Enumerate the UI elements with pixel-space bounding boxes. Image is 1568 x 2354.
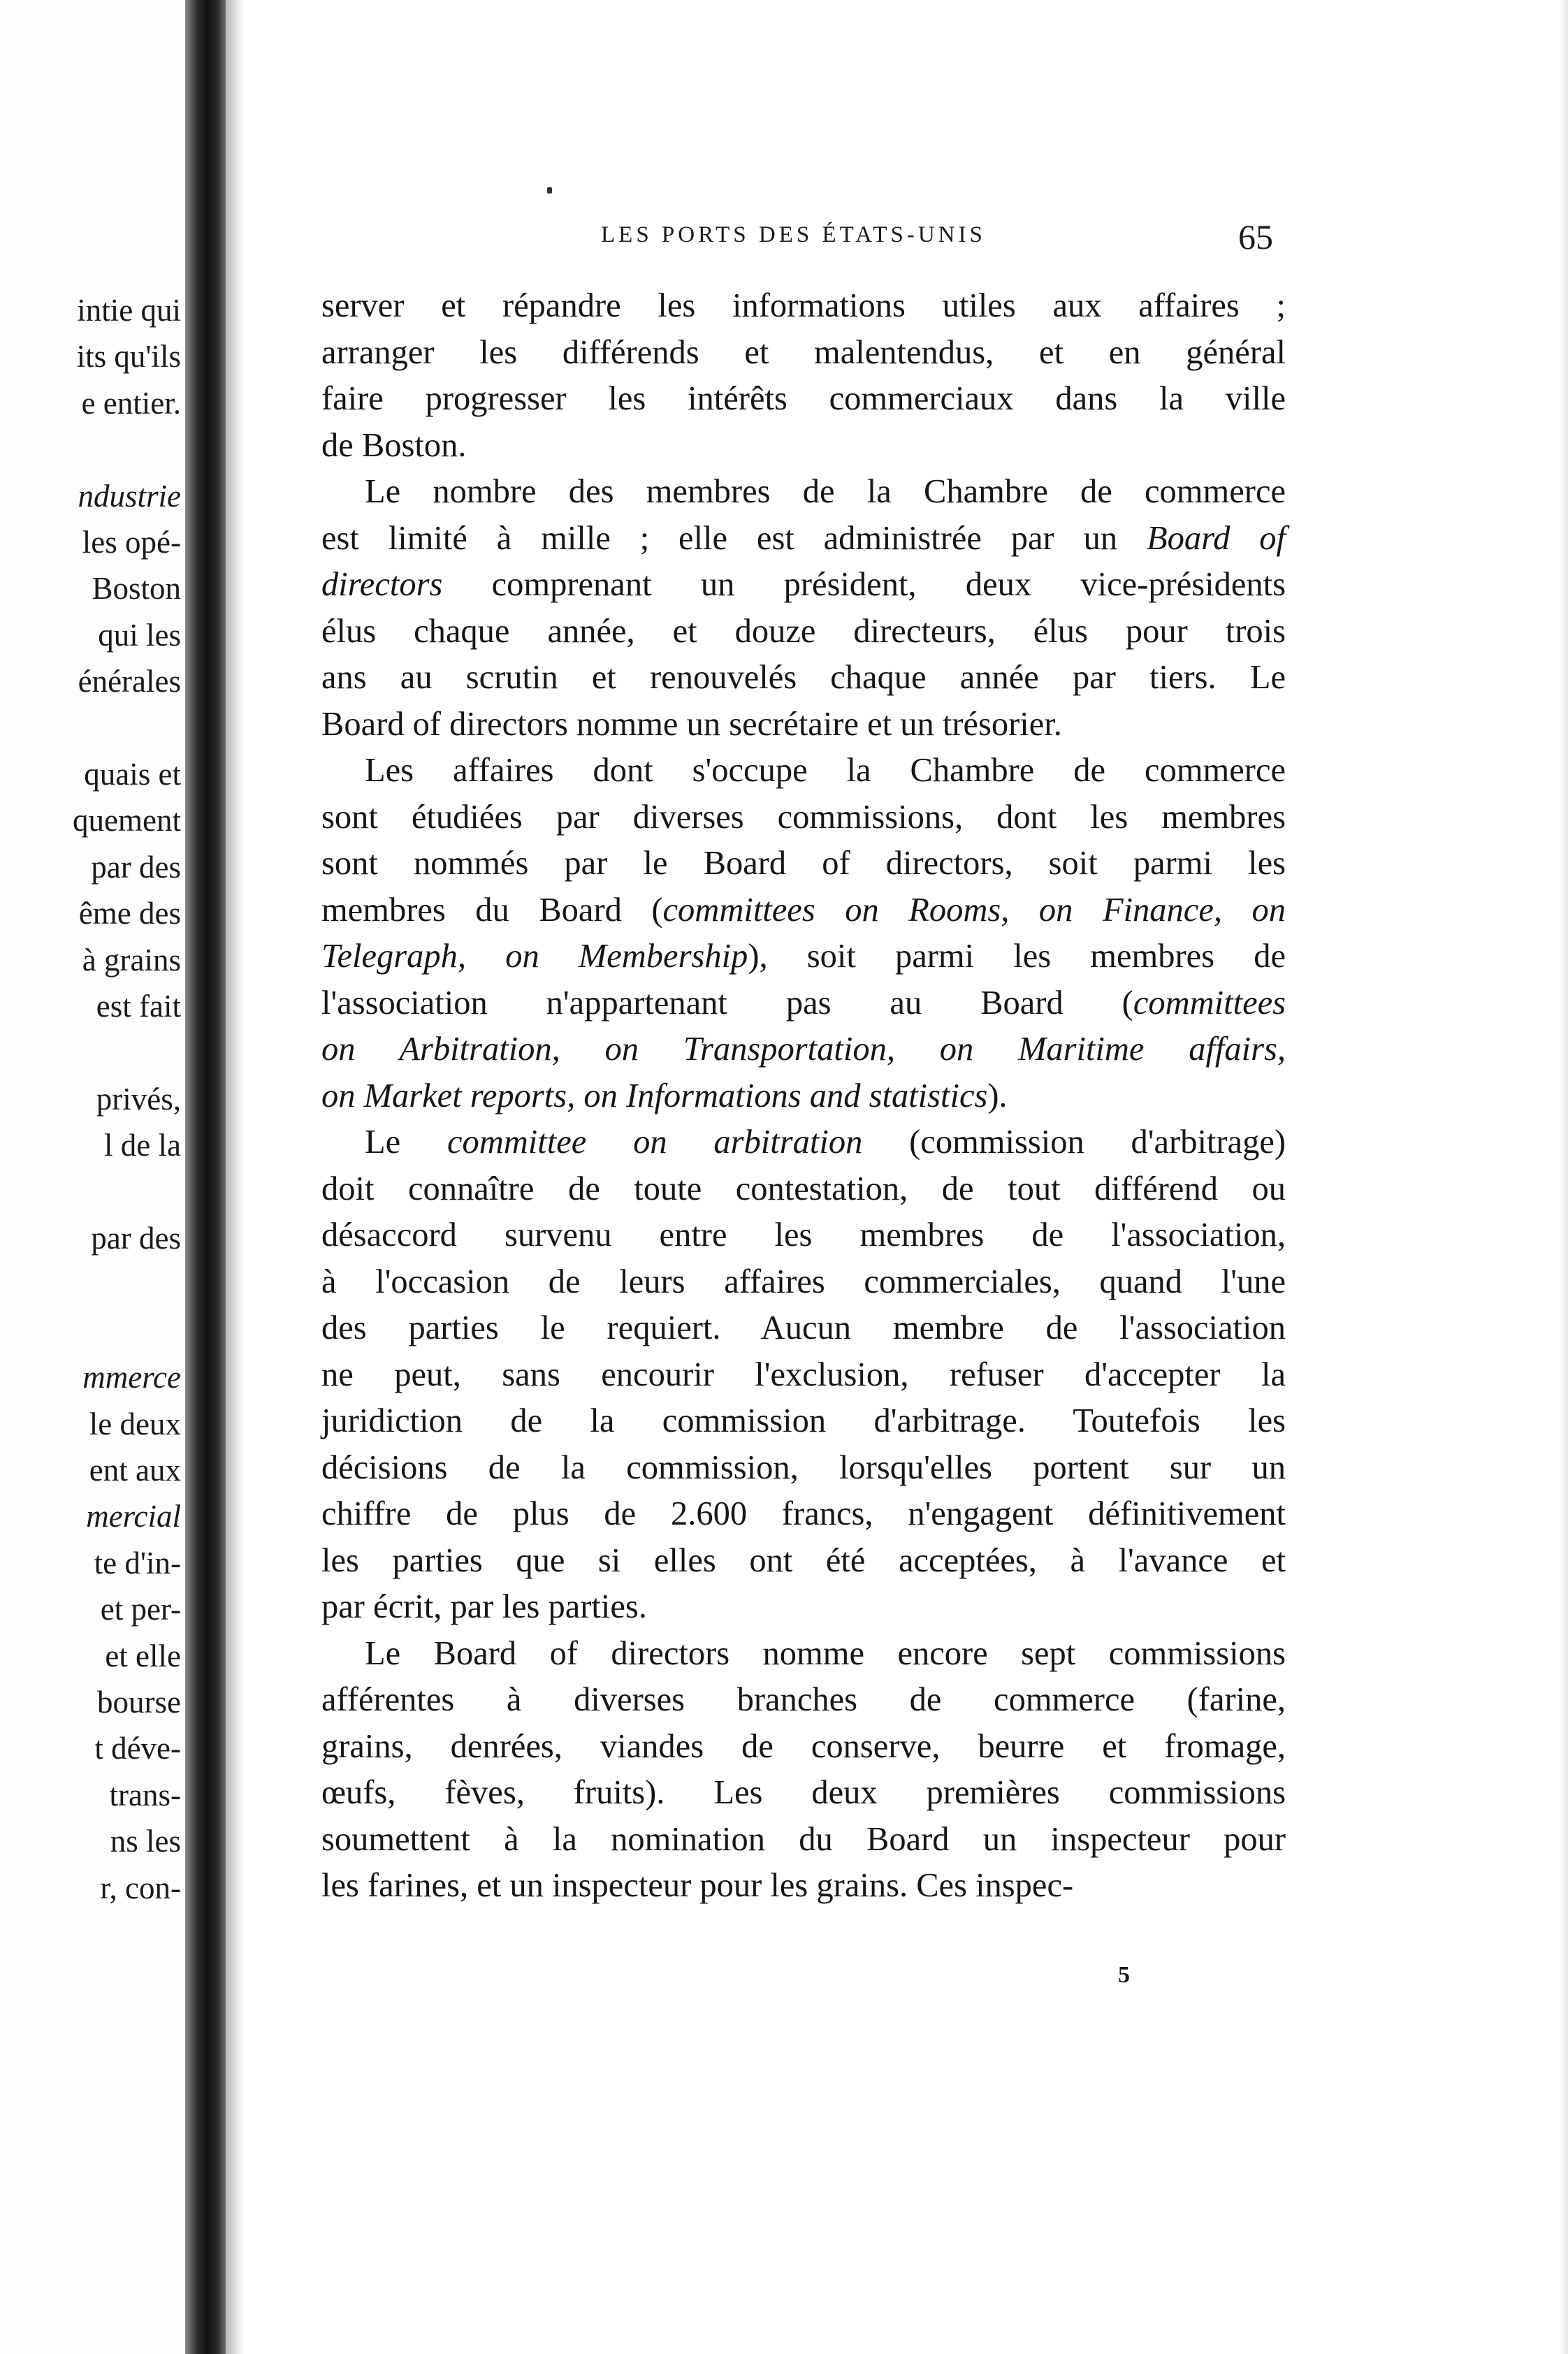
left-page-line: Boston bbox=[92, 571, 181, 606]
left-page-line: ns les bbox=[110, 1824, 181, 1859]
left-page-line: bourse bbox=[97, 1685, 181, 1720]
text-run: est limité à mille ; elle est administrée par un bbox=[321, 519, 1147, 557]
text-run: sont étudiées par diverses commissions, dont les membres bbox=[321, 798, 1286, 836]
text-line bbox=[321, 330, 1286, 377]
text-run: œufs, fèves, fruits). Les deux premières commissions bbox=[321, 1774, 1286, 1811]
text-run: les farines, et un inspecteur pour les grains. Ces inspec- bbox=[321, 1867, 1074, 1904]
italic-run: on Arbitration, on Transportation, on Maritime affairs, bbox=[321, 1031, 1286, 1068]
italic-run: Board of bbox=[1146, 519, 1286, 557]
text-line bbox=[321, 887, 1286, 934]
text-run: les parties que si elles ont été acceptées, à l'avance et bbox=[321, 1541, 1286, 1579]
paragraph bbox=[321, 1119, 1286, 1631]
page-number: 65 bbox=[1238, 217, 1273, 256]
text-run: Le Board of directors nomme encore sept commissions bbox=[365, 1634, 1286, 1672]
italic-run: committee on arbitration bbox=[447, 1124, 863, 1161]
text-line bbox=[321, 1305, 1286, 1352]
text-line bbox=[321, 283, 1286, 330]
text-line bbox=[321, 1538, 1286, 1585]
text-line bbox=[321, 1863, 1286, 1910]
running-head: LES PORTS DES ÉTATS-UNIS bbox=[601, 222, 986, 247]
left-page-line: r, con- bbox=[100, 1870, 181, 1905]
text-run: des parties le requiert. Aucun membre de l'association bbox=[321, 1309, 1286, 1346]
text-line bbox=[321, 1166, 1286, 1213]
left-page-line: its qu'ils bbox=[76, 339, 181, 375]
paragraph bbox=[321, 748, 1286, 1119]
left-page-line: trans- bbox=[109, 1777, 181, 1812]
text-run: faire progresser les intérêts commerciaux dans la ville bbox=[321, 380, 1286, 417]
left-page-line: est fait bbox=[96, 989, 181, 1024]
left-page-line: mmerce bbox=[82, 1360, 181, 1395]
text-run: à l'occasion de leurs affaires commerciales, quand l'une bbox=[321, 1263, 1286, 1300]
paragraph bbox=[321, 469, 1286, 748]
text-line bbox=[321, 655, 1286, 702]
text-line bbox=[321, 1119, 1286, 1166]
print-speck bbox=[547, 187, 552, 194]
paragraph bbox=[321, 283, 1286, 469]
text-run: grains, denrées, viandes de conserve, beurre et fromage, bbox=[321, 1727, 1286, 1765]
text-line bbox=[321, 1770, 1286, 1817]
left-page-line: ndustrie bbox=[78, 478, 181, 514]
text-line bbox=[321, 609, 1286, 655]
signature-mark: 5 bbox=[1118, 1962, 1130, 1988]
left-page-fragment bbox=[0, 0, 185, 2354]
left-page-line: et per- bbox=[100, 1592, 181, 1627]
text-run: de Boston. bbox=[321, 426, 467, 464]
text-line bbox=[321, 1212, 1286, 1259]
text-line bbox=[321, 1073, 1286, 1120]
text-line bbox=[321, 980, 1286, 1027]
text-line bbox=[321, 562, 1286, 609]
left-page-line: qui les bbox=[98, 617, 181, 653]
italic-run: Telegraph, on Membership bbox=[321, 938, 748, 975]
text-run: ), soit parmi les membres de bbox=[748, 938, 1286, 975]
text-line bbox=[321, 469, 1286, 516]
italic-run: committees on Rooms, on Finance, on bbox=[662, 891, 1286, 929]
text-run: server et répandre les informations utiles aux affaires ; bbox=[321, 287, 1286, 324]
text-run: chiffre de plus de 2.600 francs, n'engagent définitivement bbox=[321, 1495, 1286, 1532]
italic-run: on Market reports, on Informations and statistics bbox=[321, 1077, 988, 1114]
left-page-line: par des bbox=[91, 1221, 181, 1256]
text-line bbox=[321, 1491, 1286, 1538]
left-page-line: intie qui bbox=[77, 293, 181, 328]
text-run: Board of directors nomme un secrétaire et un trésorier. bbox=[321, 705, 1062, 743]
text-run: arranger les différends et malentendus, et en général bbox=[321, 333, 1286, 371]
text-line bbox=[321, 1026, 1286, 1073]
left-page-line: le deux bbox=[89, 1406, 181, 1441]
text-line bbox=[321, 1352, 1286, 1399]
text-line bbox=[321, 702, 1286, 748]
left-page-line: te d'in- bbox=[94, 1545, 181, 1581]
text-run: Le bbox=[365, 1124, 447, 1161]
left-page-line: t déve- bbox=[94, 1731, 181, 1766]
text-line bbox=[321, 1259, 1286, 1306]
text-line bbox=[321, 1398, 1286, 1445]
left-page-line: quais et bbox=[84, 757, 181, 792]
book-gutter bbox=[185, 0, 226, 2354]
left-page-line: e entier. bbox=[81, 385, 181, 421]
text-run: ). bbox=[987, 1077, 1008, 1114]
page-edge bbox=[1560, 0, 1568, 2354]
text-run: doit connaître de toute contestation, de tout différend ou bbox=[321, 1170, 1286, 1207]
left-page-line: par des bbox=[91, 849, 181, 885]
text-run: par écrit, par les parties. bbox=[321, 1588, 647, 1625]
italic-run: directors bbox=[321, 566, 443, 603]
text-run: afférentes à diverses branches de commerce (farine, bbox=[321, 1681, 1286, 1718]
left-page-line: mercial bbox=[86, 1499, 181, 1534]
gutter-shadow bbox=[226, 0, 244, 2354]
text-line bbox=[321, 1817, 1286, 1863]
text-line bbox=[321, 516, 1286, 562]
text-run: désaccord survenu entre les membres de l'association, bbox=[321, 1216, 1286, 1254]
left-page-line: quement bbox=[73, 803, 181, 838]
text-line bbox=[321, 794, 1286, 841]
text-run: Les affaires dont s'occupe la Chambre de commerce bbox=[365, 752, 1286, 789]
text-run: comprenant un président, deux vice-présidents bbox=[442, 566, 1286, 603]
left-page-line: à grains bbox=[82, 942, 181, 978]
text-line bbox=[321, 1677, 1286, 1724]
main-text-block bbox=[321, 283, 1286, 1910]
text-line bbox=[321, 748, 1286, 794]
left-page-line: privés, bbox=[96, 1081, 181, 1117]
left-page-line: les opé- bbox=[82, 525, 181, 560]
text-line bbox=[321, 1445, 1286, 1492]
text-run: l'association n'appartenant pas au Board ( bbox=[321, 984, 1133, 1022]
text-run: décisions de la commission, lorsqu'elles portent sur un bbox=[321, 1448, 1286, 1486]
text-line bbox=[321, 841, 1286, 887]
text-line bbox=[321, 933, 1286, 980]
text-run: sont nommés par le Board of directors, soit parmi les bbox=[321, 845, 1286, 882]
left-page-line: ent aux bbox=[89, 1453, 181, 1488]
left-page-line: l de la bbox=[104, 1128, 181, 1163]
text-run: ne peut, sans encourir l'exclusion, refuser d'accepter la bbox=[321, 1356, 1286, 1393]
text-run: juridiction de la commission d'arbitrage. Toutefois les bbox=[321, 1402, 1286, 1439]
text-run: élus chaque année, et douze directeurs, élus pour trois bbox=[321, 612, 1286, 650]
text-line bbox=[321, 1584, 1286, 1631]
left-page-line: ême des bbox=[78, 896, 181, 931]
text-run: ans au scrutin et renouvelés chaque année par tiers. Le bbox=[321, 659, 1286, 696]
left-page-line: et elle bbox=[105, 1638, 181, 1673]
left-page-line: énérales bbox=[78, 664, 181, 699]
paragraph bbox=[321, 1631, 1286, 1910]
text-run: membres du Board ( bbox=[321, 891, 663, 929]
text-run: Le nombre des membres de la Chambre de commerce bbox=[365, 473, 1286, 510]
text-line bbox=[321, 1724, 1286, 1771]
text-run: (commission d'arbitrage) bbox=[862, 1124, 1286, 1161]
text-run: soumettent à la nomination du Board un inspecteur pour bbox=[321, 1820, 1286, 1858]
text-line bbox=[321, 1631, 1286, 1678]
text-line bbox=[321, 376, 1286, 423]
text-line bbox=[321, 423, 1286, 470]
italic-run: committees bbox=[1133, 984, 1286, 1022]
